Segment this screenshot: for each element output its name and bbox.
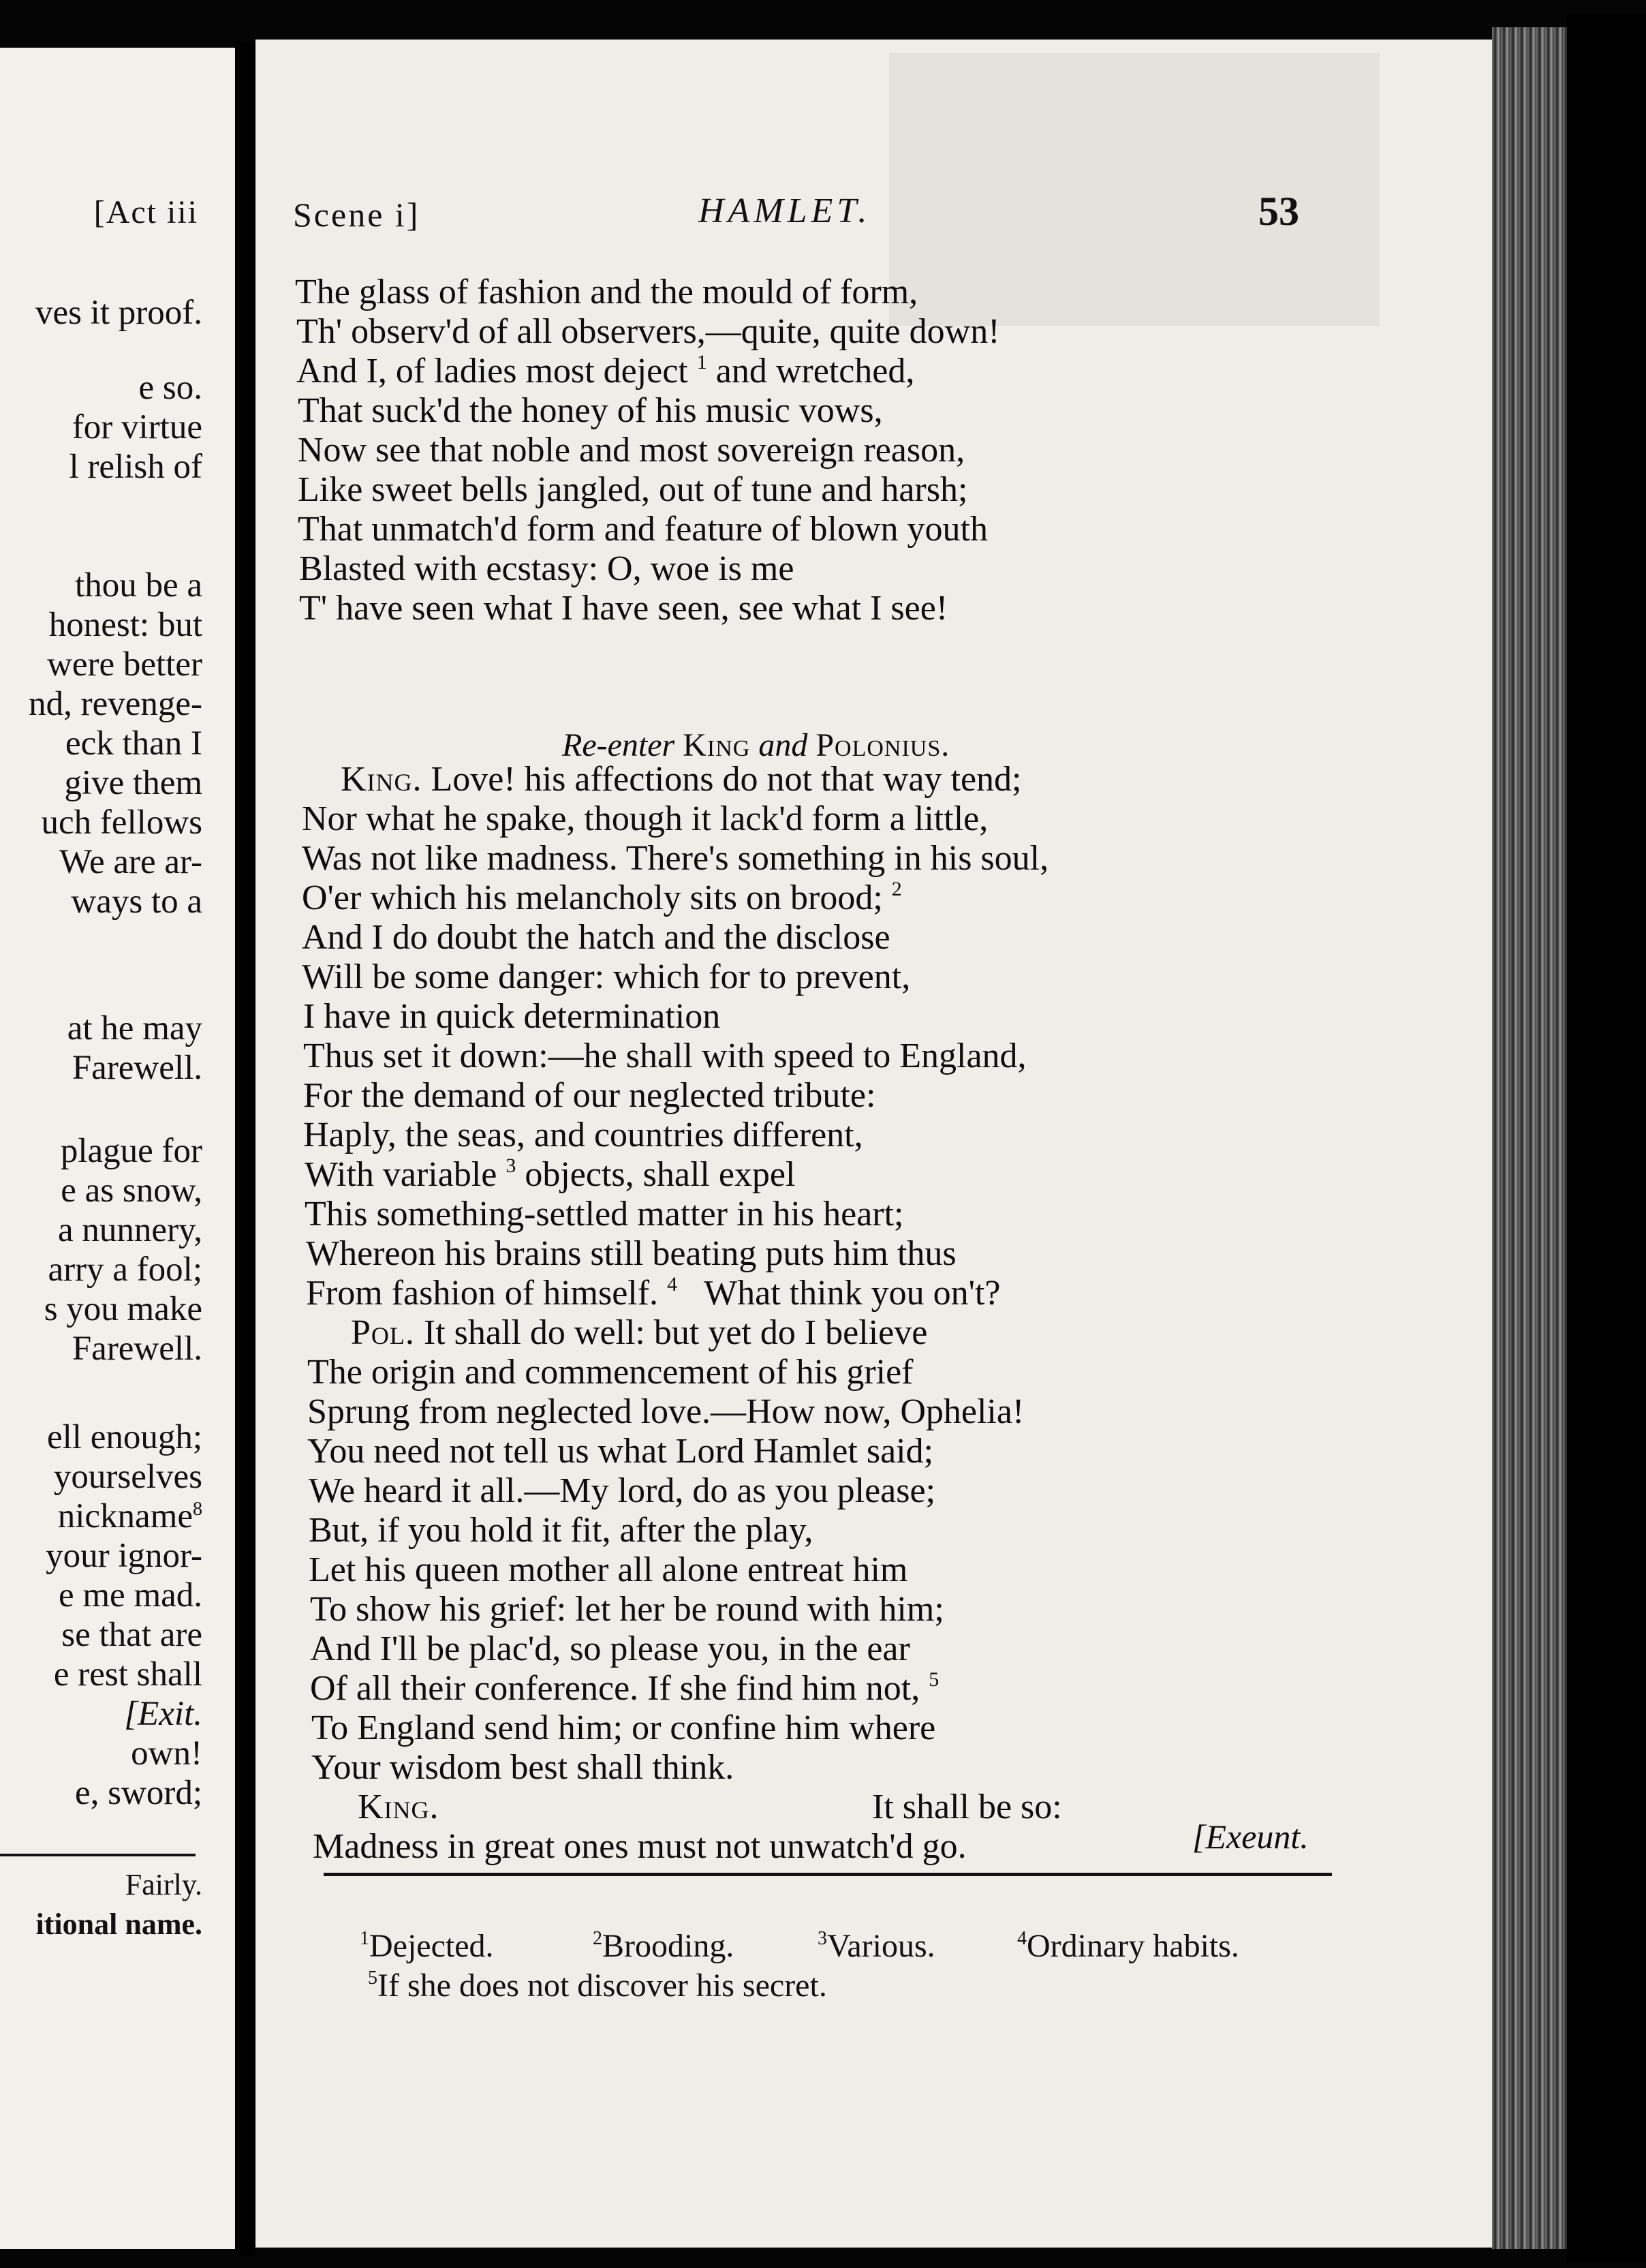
left-page-line: Fairly. bbox=[125, 1868, 202, 1901]
character-name: Polonius. bbox=[816, 727, 950, 763]
footnote-text: Dejected. bbox=[369, 1928, 494, 1964]
footnote-mark: 3 bbox=[818, 1928, 827, 1949]
left-page-line: plague for bbox=[60, 1132, 202, 1170]
left-page-line: l relish of bbox=[69, 448, 202, 486]
left-page-line: eck than I bbox=[65, 724, 202, 763]
verse-line: This something-settled matter in his heart; bbox=[305, 1195, 904, 1233]
footnote-text: If she does not discover his secret. bbox=[377, 1967, 827, 2004]
footnote-ref: 3 bbox=[506, 1154, 516, 1177]
left-page-line: itional name. bbox=[35, 1907, 202, 1941]
footnote bbox=[360, 1927, 494, 1965]
footnote-rule bbox=[324, 1873, 1332, 1876]
verse-line: Haply, the seas, and countries different, bbox=[303, 1116, 863, 1154]
verse-line: I have in quick determination bbox=[303, 997, 721, 1036]
verse-line: Whereon his brains still beating puts him thus bbox=[306, 1234, 957, 1273]
left-page-line: [Exit. bbox=[124, 1695, 202, 1733]
previous-page bbox=[0, 48, 235, 2249]
exit-direction: [Exeunt. bbox=[1192, 1818, 1309, 1856]
left-page-line: e as snow, bbox=[61, 1171, 202, 1210]
footnote-text: Various. bbox=[827, 1928, 935, 1964]
footnote-ref: 2 bbox=[891, 878, 902, 900]
verse-line: It shall be so: bbox=[872, 1788, 1062, 1826]
character-name: King bbox=[683, 727, 751, 763]
left-page-line: ell enough; bbox=[46, 1418, 202, 1456]
left-page-line: e so. bbox=[138, 369, 202, 407]
left-page-line: at he may bbox=[67, 1009, 202, 1047]
left-page-header: [Act iii bbox=[93, 194, 198, 230]
verse-line bbox=[351, 1315, 927, 1351]
verse-line bbox=[341, 762, 1021, 797]
verse-line: That unmatch'd form and feature of blown youth bbox=[298, 510, 988, 549]
verse-line: The glass of fashion and the mould of form, bbox=[295, 273, 918, 311]
scene-label: Scene i] bbox=[293, 196, 420, 234]
verse-line bbox=[310, 1668, 940, 1708]
left-page-line: uch fellows bbox=[41, 803, 202, 842]
footnote bbox=[368, 1967, 827, 2004]
verse-line: That suck'd the honey of his music vows, bbox=[298, 391, 883, 430]
verse-text: O'er which his melancholy sits on brood; bbox=[302, 878, 883, 917]
left-page-line: a nunnery, bbox=[58, 1211, 202, 1249]
verse-line: Your wisdom best shall think. bbox=[311, 1748, 734, 1787]
left-page-line: Farewell. bbox=[72, 1049, 202, 1087]
footnote-mark: 1 bbox=[360, 1928, 369, 1949]
speaker-name: King. bbox=[358, 1788, 439, 1826]
verse-text: and wretched, bbox=[715, 352, 915, 390]
footnote-ref: 4 bbox=[667, 1273, 678, 1296]
verse-line: Like sweet bells jangled, out of tune and harsh; bbox=[298, 470, 968, 509]
page-number: 53 bbox=[1258, 189, 1299, 234]
verse-line bbox=[305, 1154, 796, 1194]
stage-direction bbox=[562, 726, 950, 764]
footnote bbox=[818, 1927, 935, 1965]
verse-line: To show his grief: let her be round with him; bbox=[310, 1590, 944, 1629]
left-page-line: ways to a bbox=[71, 883, 202, 921]
verse-line: And I do doubt the hatch and the disclose bbox=[302, 918, 890, 957]
book-page-edges bbox=[1492, 27, 1574, 2249]
footnote-ref: 5 bbox=[929, 1668, 940, 1691]
left-page-line: thou be a bbox=[75, 566, 202, 604]
verse-line: T' have seen what I have seen, see what I see! bbox=[299, 589, 948, 628]
verse-line: Madness in great ones must not unwatch'd go. bbox=[313, 1827, 967, 1866]
verse-text: What think you on't? bbox=[704, 1274, 1001, 1313]
verse-text: With variable bbox=[305, 1155, 497, 1194]
left-footnote-rule bbox=[0, 1854, 196, 1856]
left-page-line: ves it proof. bbox=[35, 294, 202, 332]
left-page-line: your ignor- bbox=[46, 1537, 202, 1575]
verse-text: Love! his affections do not that way tend; bbox=[431, 760, 1022, 799]
stage-direction-conjunction: and bbox=[758, 727, 808, 763]
verse-line bbox=[302, 880, 902, 916]
scan-border bbox=[1567, 14, 1646, 2263]
verse-line: Was not like madness. There's something in his soul, bbox=[302, 839, 1049, 878]
book-gutter bbox=[235, 41, 255, 2256]
verse-line: The origin and commencement of his grief bbox=[307, 1353, 914, 1392]
scan-shading bbox=[889, 53, 1380, 326]
footnote-text: Brooding. bbox=[602, 1928, 734, 1964]
verse-line: Will be some danger: which for to prevent, bbox=[302, 957, 911, 996]
speaker-name: King. bbox=[341, 760, 422, 799]
left-page-line: e rest shall bbox=[53, 1655, 202, 1694]
left-page-line: se that are bbox=[61, 1616, 202, 1654]
footnote-mark: 2 bbox=[593, 1928, 602, 1949]
footnote-mark: 5 bbox=[368, 1967, 377, 1989]
verse-text: objects, shall expel bbox=[525, 1155, 796, 1194]
left-page-line: e me mad. bbox=[59, 1576, 202, 1614]
left-page-line: yourselves bbox=[53, 1458, 202, 1496]
verse-line: For the demand of our neglected tribute: bbox=[303, 1076, 876, 1115]
left-page-line: e, sword; bbox=[75, 1774, 202, 1812]
left-page-line: nd, revenge- bbox=[29, 685, 202, 723]
verse-text: It shall do well: but yet do I believe bbox=[423, 1313, 928, 1352]
stage-direction-verb: Re-enter bbox=[562, 727, 675, 763]
verse-line: Nor what he spake, though it lack'd form a little, bbox=[302, 799, 989, 838]
footnote-text: Ordinary habits. bbox=[1027, 1928, 1239, 1964]
verse-line: Sprung from neglected love.—How now, Ophelia! bbox=[307, 1392, 1025, 1431]
verse-text: From fashion of himself. bbox=[306, 1274, 659, 1313]
verse-line: To England send him; or confine him where bbox=[311, 1708, 936, 1747]
left-footnote-ref: 8 bbox=[193, 1499, 202, 1520]
left-page-line: s you make bbox=[44, 1290, 202, 1328]
footnote bbox=[593, 1927, 734, 1965]
footnote-ref: 1 bbox=[696, 351, 707, 373]
verse-line: But, if you hold it fit, after the play, bbox=[309, 1511, 813, 1550]
speaker-name: Pol. bbox=[351, 1313, 415, 1352]
left-page-line: honest: but bbox=[48, 606, 202, 644]
verse-line: Now see that noble and most sovereign reason, bbox=[298, 431, 965, 470]
left-page-line bbox=[58, 1497, 202, 1536]
verse-line: And I'll be plac'd, so please you, in the ear bbox=[310, 1629, 910, 1668]
verse-line: Let his queen mother all alone entreat him bbox=[309, 1550, 908, 1589]
verse-line bbox=[296, 351, 915, 390]
verse-line: Th' observ'd of all observers,—quite, quite down! bbox=[296, 312, 1000, 351]
footnote-mark: 4 bbox=[1017, 1928, 1027, 1949]
verse-line: Blasted with ecstasy: O, woe is me bbox=[299, 549, 794, 588]
current-page bbox=[255, 40, 1502, 2248]
left-page-line: arry a fool; bbox=[48, 1251, 202, 1289]
left-page-line: were better bbox=[47, 645, 202, 684]
left-page-line-text: nickname bbox=[57, 1497, 193, 1535]
left-page-line: own! bbox=[131, 1734, 202, 1773]
left-page-line: We are ar- bbox=[59, 843, 202, 881]
left-page-line: give them bbox=[64, 764, 202, 802]
left-page-line: Farewell. bbox=[72, 1330, 202, 1368]
verse-text: And I, of ladies most deject bbox=[296, 352, 688, 390]
left-page-line: for virtue bbox=[72, 408, 202, 446]
footnote bbox=[1017, 1927, 1239, 1965]
verse-line: Thus set it down:—he shall with speed to England, bbox=[303, 1037, 1027, 1075]
verse-text: Of all their conference. If she find him not, bbox=[310, 1669, 920, 1708]
verse-line: You need not tell us what Lord Hamlet said; bbox=[307, 1432, 934, 1471]
verse-line bbox=[306, 1273, 1001, 1313]
verse-line: We heard it all.—My lord, do as you please; bbox=[309, 1471, 936, 1510]
running-title: HAMLET. bbox=[698, 191, 871, 230]
